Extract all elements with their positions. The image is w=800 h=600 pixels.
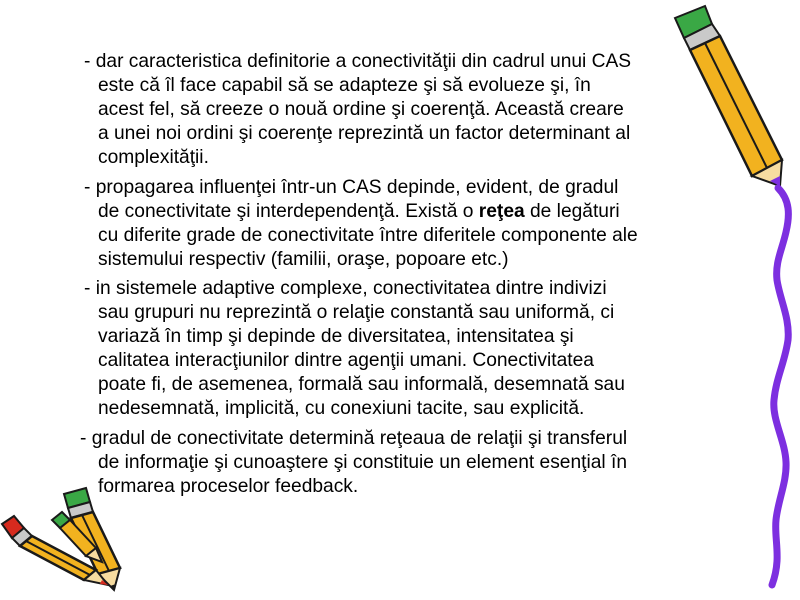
text-run: de conectivitate şi interdependenţă. Există o [98, 201, 479, 222]
paragraph-line: nedesemnată, implicită, cu conexiuni tacite, sau explicită. [98, 398, 585, 419]
paragraph-4 [80, 427, 627, 499]
paragraph-line: calitatea interacţiunilor dintre agenţii umani. Conectivitatea [98, 350, 594, 371]
paragraph-line: - propagarea influenţei într-un CAS depinde, evident, de gradul [84, 177, 619, 198]
paragraph-line: a unei noi ordini şi coerenţe reprezintă un factor determinant al [98, 123, 631, 144]
paragraph-line: este că îl face capabil să se adapteze şi să evolueze şi, în [98, 75, 591, 96]
paragraph-2 [84, 176, 638, 272]
paragraph-line: complexităţii. [98, 147, 209, 168]
paragraph-line: - in sistemele adaptive complexe, conectivitatea dintre indivizi [84, 278, 607, 299]
paragraph-line: poate fi, de asemenea, formală sau informală, desemnată sau [98, 374, 625, 395]
paragraph-line: cu diferite grade de conectivitate între diferitele componente ale [98, 225, 638, 246]
bold-term: reţea [478, 201, 525, 222]
paragraph-line: - dar caracteristica definitorie a conectivităţii din cadrul unui CAS [84, 51, 632, 72]
paragraph-line: sau grupuri nu reprezintă o relaţie constantă sau uniformă, ci [98, 302, 615, 323]
paragraph-line: sistemului respectiv (familii, oraşe, popoare etc.) [98, 249, 509, 270]
paragraph-3 [84, 277, 625, 421]
paragraph-line: acest fel, să creeze o nouă ordine şi coerenţă. Această creare [98, 99, 624, 120]
paragraph-1 [84, 50, 631, 170]
paragraph-line: de informaţie şi cunoaştere şi constituie un element esenţial în [98, 452, 628, 473]
paragraph-line: - gradul de conectivitate determină reţeaua de relaţii şi transferul [80, 428, 628, 449]
text-run: de legături [524, 201, 620, 222]
paragraph-line: variază în timp şi depinde de diversitatea, intensitatea şi [98, 326, 574, 347]
paragraph-line: formarea proceselor feedback. [98, 476, 359, 497]
paragraph-line [84, 200, 638, 224]
